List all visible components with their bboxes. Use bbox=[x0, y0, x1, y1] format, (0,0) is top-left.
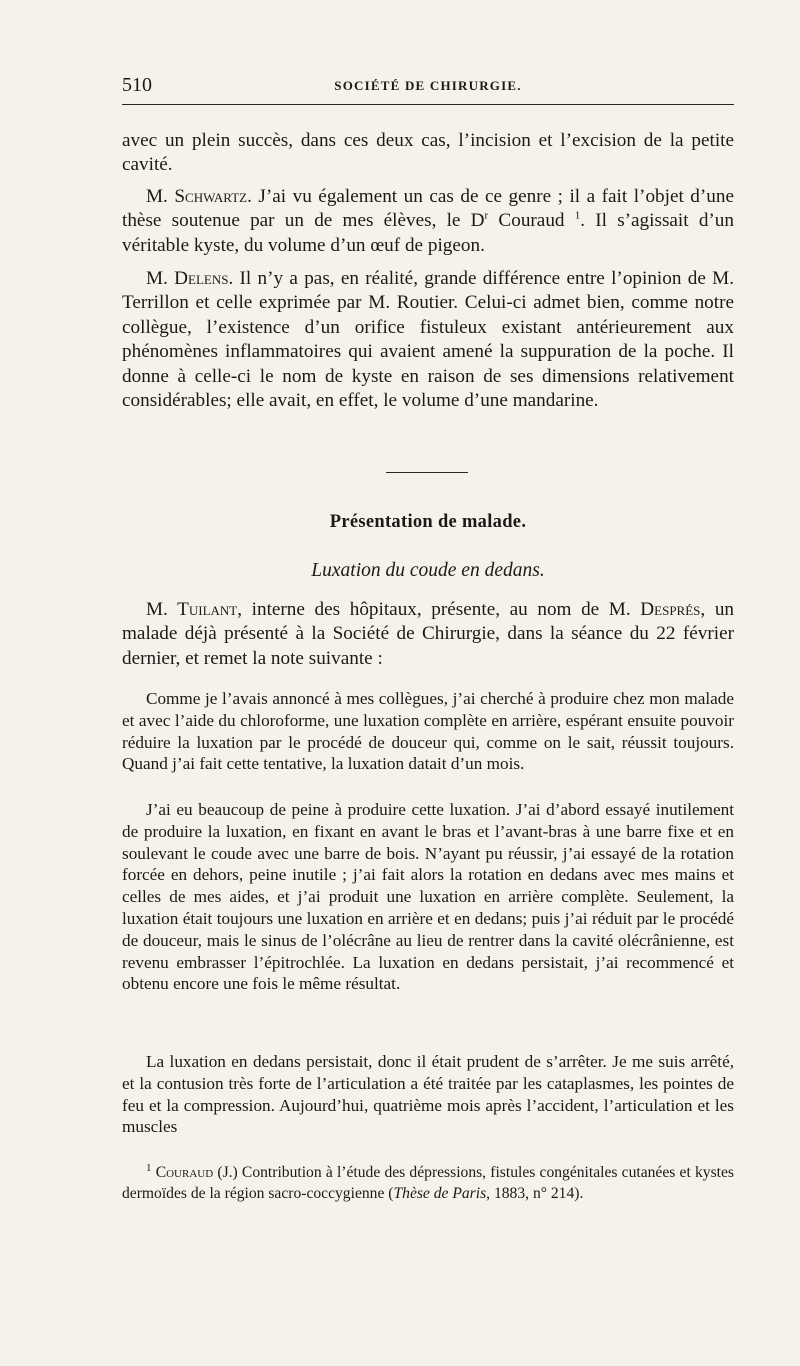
paragraph-text: J’ai vu également un cas de ce genre ; il a fait l’objet d’une thèse soutenue par un de mes élèves, le D bbox=[122, 186, 734, 232]
section-subtitle: Luxation du coude en dedans. bbox=[311, 560, 545, 581]
footnote-text: (J.) Contribution à l’étude des dépressions, fistules congénitales cutanées et kystes dermoïdes de la région sacro-coccygienne ( bbox=[122, 1164, 734, 1202]
speaker-name: M. Tuilant bbox=[146, 599, 238, 620]
footnote-reference: 1 bbox=[574, 210, 581, 223]
page-number: 510 bbox=[122, 74, 152, 96]
footnote-marker: 1 bbox=[146, 1161, 152, 1174]
speaker-name: M. Schwartz. bbox=[146, 186, 252, 207]
footnote-text: , 1883, n° 214). bbox=[486, 1184, 584, 1202]
speaker-name: M. Delens. bbox=[146, 268, 234, 289]
person-name: Després bbox=[640, 599, 701, 620]
footnote-author: Couraud bbox=[155, 1164, 214, 1181]
header-rule bbox=[122, 104, 734, 105]
section-title: Présentation de malade. bbox=[329, 512, 527, 532]
quoted-paragraph: J’ai eu beaucoup de peine à produire cette luxation. J’ai d’abord essayé inutilement de produire la luxation, en fixant en avant le bras et l’avant-bras à une barre fixe et en soulevant le coude avec une barre de bois. N’ayant pu réussir, j’ai essayé de la rotation forcée en dehors, peine inutile ; j’ai fait alors la rotation en dedans avec mes mains et celles de mes aides, et j’ai produit une luxation en arrière complète. Seulement, la luxation était toujours une luxation en arrière et en dedans; puis j’ai réduit par le procédé de douceur, mais le sinus de l’olécrâne au lieu de rentrer dans la cavité olécrânienne, est revenu embrasser l’épitrochlée. La luxation en dedans persistait, j’ai recommencé et obtenu encore une fois le même résultat. bbox=[122, 800, 734, 994]
paragraph-tuilant bbox=[122, 598, 734, 671]
running-title: SOCIÉTÉ DE CHIRURGIE. bbox=[334, 78, 522, 93]
paragraph-text: avec un plein succès, dans ces deux cas, l’incision et l’excision de la petite cavité. bbox=[122, 130, 734, 176]
section-separator bbox=[386, 472, 468, 473]
paragraph-text: . Il s’agissait d’un véritable kyste, du volume d’un œuf de pigeon. bbox=[122, 210, 734, 256]
paragraph-text: Couraud bbox=[488, 210, 575, 232]
quoted-paragraph: La luxation en dedans persistait, donc il était prudent de s’arrêter. Je me suis arrêté, et la contusion très forte de l’articulation a été traitée par les cataplasmes, les pointes de feu et la compression. Aujourd’hui, quatrième mois après l’accident, l’articulation et les muscles bbox=[122, 1052, 734, 1137]
paragraph-text: , interne des hôpitaux, présente, au nom de M. bbox=[237, 599, 641, 620]
paragraph-schwartz bbox=[122, 185, 734, 258]
running-head bbox=[122, 74, 734, 102]
footnote bbox=[122, 1163, 734, 1204]
paragraph-delens bbox=[122, 267, 734, 413]
quoted-paragraph: Comme je l’avais annoncé à mes collègues, j’ai cherché à produire chez mon malade et avec l’aide du chloroforme, une luxation complète en arrière, espérant ensuite pouvoir réduire la luxation par le procédé de douceur qui, comme on le sait, réussit toujours. Quand j’ai fait cette tentative, la luxation datait d’un mois. bbox=[122, 689, 734, 774]
paragraph-continuation bbox=[122, 129, 734, 178]
paragraph-text: Il n’y a pas, en réalité, grande différence entre l’opinion de M. Terrillon et celle exprimée par M. Routier. Celui-ci admet bien, comme notre collègue, l’existence d’un orifice fistuleux existant antérieurement aux phénomènes inflammatoires qui avaient amené la suppuration de la poche. Il donne à celle-ci le nom de kyste en raison de ses dimensions relativement considérables; elle avait, en effet, le volume d’une mandarine. bbox=[122, 268, 734, 412]
paragraph-text: , un malade déjà présenté à la Société de Chirurgie, dans la séance du 22 février dernier, et remet la note suivante : bbox=[122, 599, 735, 669]
footnote-italic: Thèse de Paris bbox=[393, 1184, 487, 1202]
superscript: r bbox=[484, 210, 489, 223]
